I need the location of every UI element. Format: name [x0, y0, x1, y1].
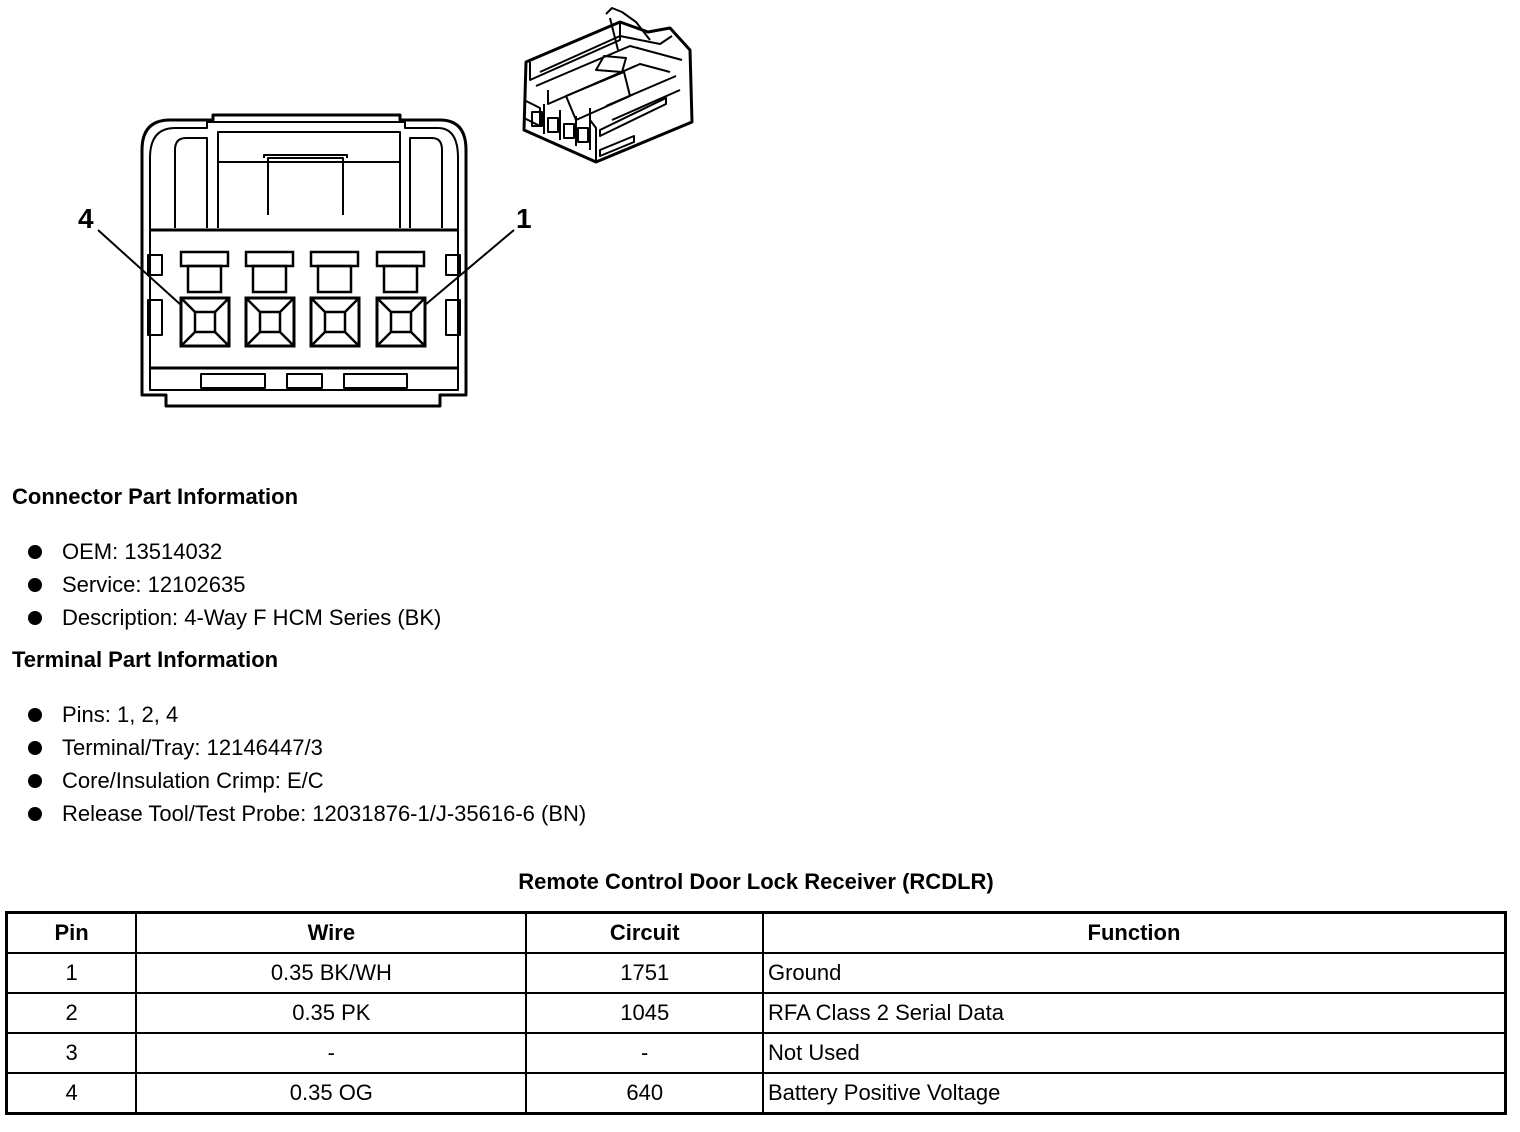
list-item: [26, 698, 586, 731]
connector-diagram: [0, 0, 720, 440]
wire-cell: -: [136, 1033, 526, 1073]
table-row: [7, 953, 1506, 993]
connector-face-view: [142, 115, 466, 406]
terminal-cavity-4: [181, 252, 229, 346]
list-item-text: Terminal/Tray: 12146447/3: [62, 735, 323, 760]
function-cell: Not Used: [763, 1033, 1506, 1073]
bullet-icon: [28, 578, 42, 592]
list-item-text: OEM: 13514032: [62, 539, 223, 564]
terminal-info-list: [26, 698, 586, 830]
circuit-cell: -: [526, 1033, 763, 1073]
pin-cell: 3: [7, 1033, 137, 1073]
column-header-wire: Wire: [136, 913, 526, 954]
bullet-icon: [28, 611, 42, 625]
circuit-cell: 1045: [526, 993, 763, 1033]
list-item-text: Core/Insulation Crimp: E/C: [62, 768, 324, 793]
connector-isometric-view: [524, 8, 692, 162]
function-cell: Battery Positive Voltage: [763, 1073, 1506, 1114]
pin-cell: 4: [7, 1073, 137, 1114]
list-item-text: Service: 12102635: [62, 572, 246, 597]
bullet-icon: [28, 545, 42, 559]
pin-table: [5, 911, 1507, 1115]
table-header-row: [7, 913, 1506, 954]
terminal-info-heading: Terminal Part Information: [12, 647, 279, 672]
list-item: [26, 568, 441, 601]
terminal-cavities: [181, 252, 425, 346]
callout-pin-1: 1: [516, 203, 532, 234]
terminal-cavity-3: [246, 252, 294, 346]
wire-cell: 0.35 BK/WH: [136, 953, 526, 993]
callout-pin-4: 4: [78, 203, 94, 234]
connector-info-heading: Connector Part Information: [12, 484, 299, 509]
bullet-icon: [28, 774, 42, 788]
list-item: [26, 535, 441, 568]
table-row: [7, 1073, 1506, 1114]
list-item: [26, 797, 586, 830]
column-header-pin: Pin: [7, 913, 137, 954]
wire-cell: 0.35 OG: [136, 1073, 526, 1114]
connector-info-list: [26, 535, 441, 634]
list-item: [26, 764, 586, 797]
callout-leaders: [98, 230, 514, 305]
list-item-text: Pins: 1, 2, 4: [62, 702, 179, 727]
pin-cell: 1: [7, 953, 137, 993]
bullet-icon: [28, 708, 42, 722]
table-row: [7, 1033, 1506, 1073]
terminal-cavity-2: [311, 252, 359, 346]
function-cell: RFA Class 2 Serial Data: [763, 993, 1506, 1033]
column-header-circuit: Circuit: [526, 913, 763, 954]
bullet-icon: [28, 807, 42, 821]
terminal-cavity-1: [377, 252, 425, 346]
list-item: [26, 601, 441, 634]
pin-table-caption: Remote Control Door Lock Receiver (RCDLR): [518, 869, 994, 894]
list-item: [26, 731, 586, 764]
circuit-cell: 1751: [526, 953, 763, 993]
bullet-icon: [28, 741, 42, 755]
column-header-function: Function: [763, 913, 1506, 954]
function-cell: Ground: [763, 953, 1506, 993]
table-row: [7, 993, 1506, 1033]
circuit-cell: 640: [526, 1073, 763, 1114]
list-item-text: Description: 4-Way F HCM Series (BK): [62, 605, 442, 630]
wire-cell: 0.35 PK: [136, 993, 526, 1033]
pin-cell: 2: [7, 993, 137, 1033]
list-item-text: Release Tool/Test Probe: 12031876-1/J-35616-6 (BN): [62, 801, 587, 826]
